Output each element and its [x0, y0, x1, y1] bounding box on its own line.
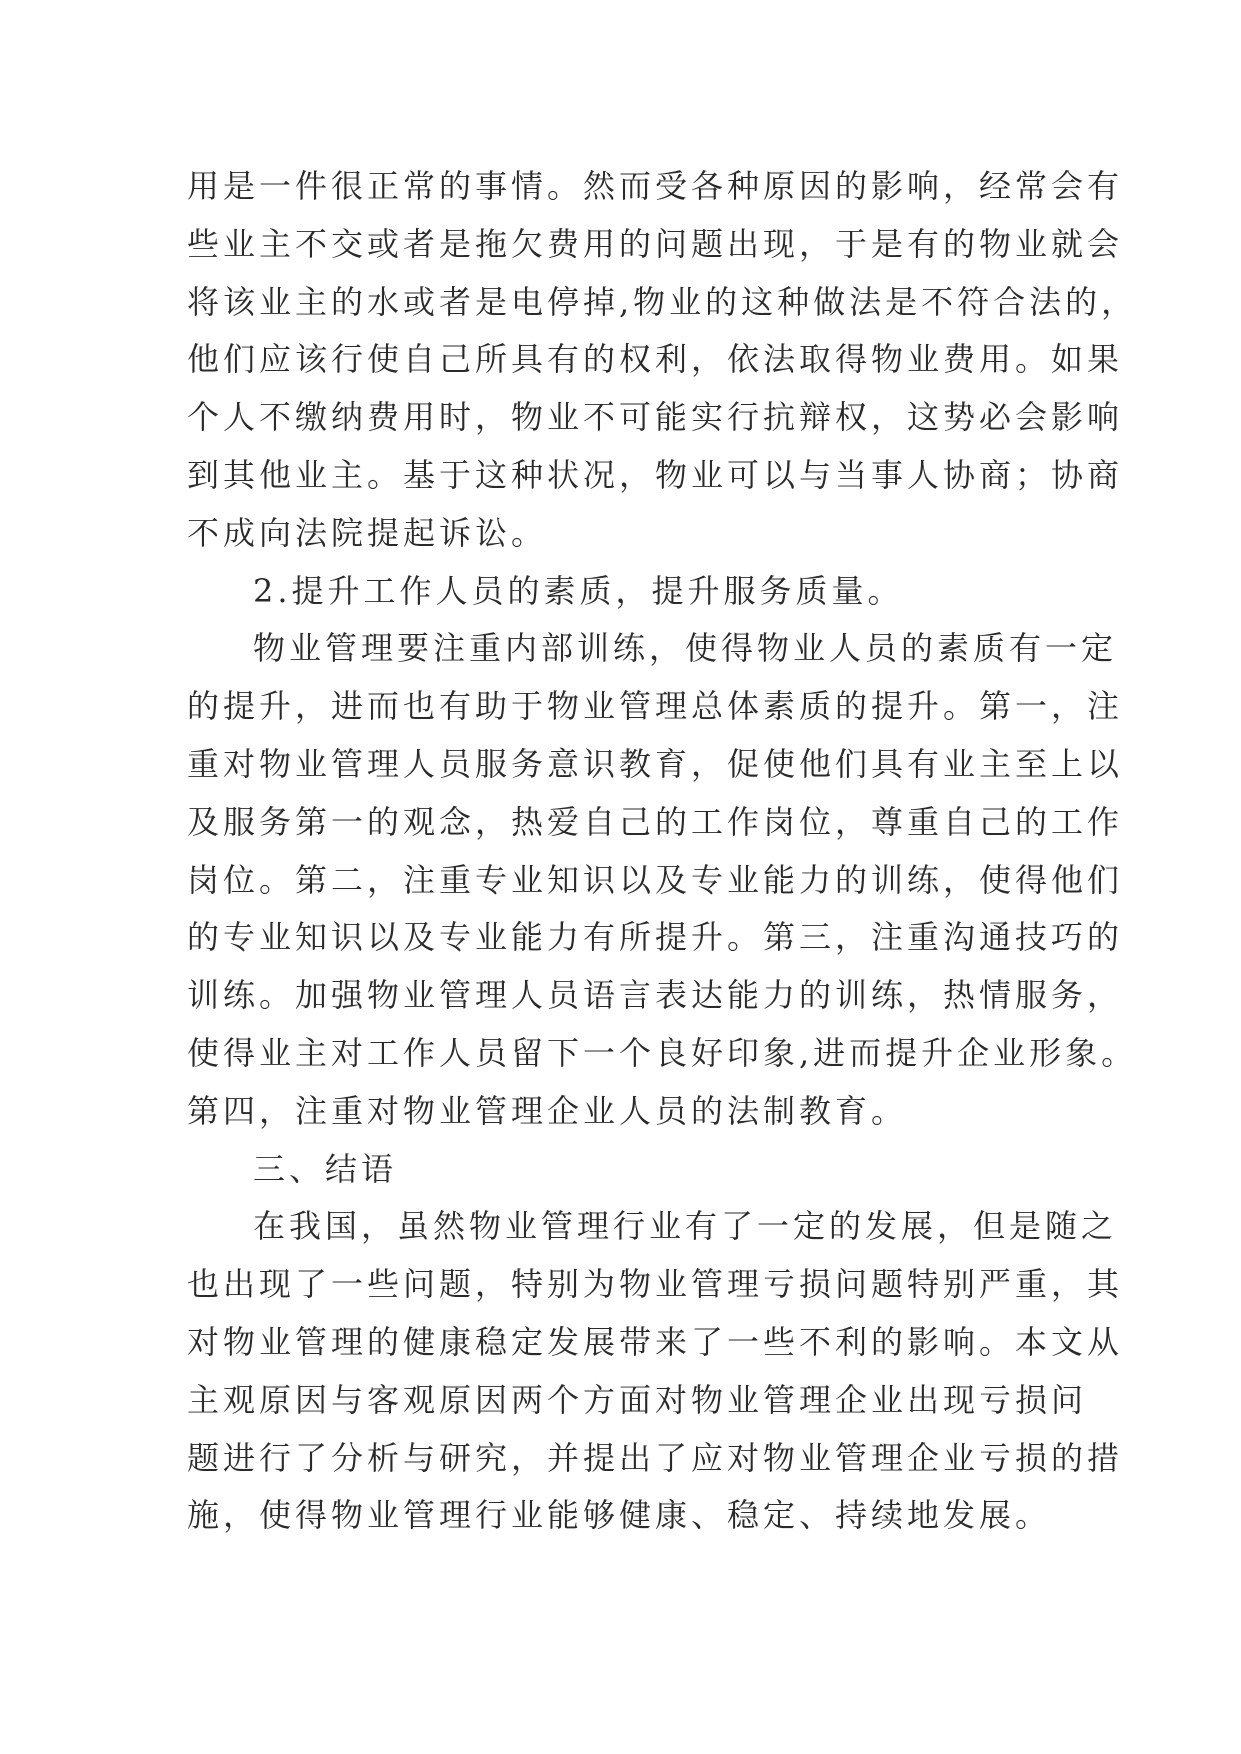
- text-line: 对物业管理的健康稳定发展带来了一些不利的影响。本文从: [187, 1322, 1124, 1361]
- text-line: 施，使得物业管理行业能够健康、稳定、持续地发展。: [187, 1496, 1052, 1535]
- document-body: [187, 158, 1138, 1545]
- text-line: 用是一件很正常的事情。然而受各种原因的影响，经常会有: [187, 167, 1124, 205]
- text-line: 岗位。第二，注重专业知识以及专业能力的训练，使得他们: [187, 860, 1124, 899]
- text-line: 的提升，进而也有助于物业管理总体素质的提升。第一，注: [187, 687, 1124, 726]
- text-line: 的专业知识以及专业能力有所提升。第三，注重沟通技巧的: [187, 918, 1124, 957]
- text-line: 主观原因与客观原因两个方面对物业管理企业出现亏损问: [187, 1380, 1088, 1419]
- text-line: 他们应该行使自己所具有的权利，依法取得物业费用。如果: [187, 340, 1124, 379]
- text-line: 也出现了一些问题，特别为物业管理亏损问题特别严重，其: [187, 1265, 1124, 1304]
- text-line: 第四，注重对物业管理企业人员的法制教育。: [187, 1091, 908, 1130]
- text-line: 个人不缴纳费用时，物业不可能实行抗辩权，这势必会影响: [187, 398, 1124, 437]
- section-heading: 三、结语: [253, 1149, 398, 1188]
- paragraph-first-line: 物业管理要注重内部训练，使得物业人员的素质有一定: [253, 629, 1118, 668]
- section-heading: 2.提升工作人员的素质，提升服务质量。: [253, 571, 904, 610]
- text-line: 使得业主对工作人员留下一个良好印象,进而提升企业形象。: [187, 1033, 1138, 1072]
- paragraph-first-line: 在我国，虽然物业管理行业有了一定的发展，但是随之: [253, 1207, 1118, 1246]
- text-line: 训练。加强物业管理人员语言表达能力的训练，热情服务，: [187, 976, 1124, 1015]
- text-line: 将该业主的水或者是电停掉,物业的这种做法是不符合法的，: [187, 282, 1138, 321]
- text-line: 些业主不交或者是拖欠费用的问题出现，于是有的物业就会: [187, 224, 1124, 263]
- text-line: 及服务第一的观念，热爱自己的工作岗位，尊重自己的工作: [187, 802, 1124, 841]
- text-line: 重对物业管理人员服务意识教育，促使他们具有业主至上以: [187, 744, 1124, 783]
- text-line: 不成向法院提起诉讼。: [187, 513, 548, 552]
- text-line: 题进行了分析与研究，并提出了应对物业管理企业亏损的措: [187, 1438, 1124, 1477]
- text-line: 到其他业主。基于这种状况，物业可以与当事人协商；协商: [187, 455, 1124, 494]
